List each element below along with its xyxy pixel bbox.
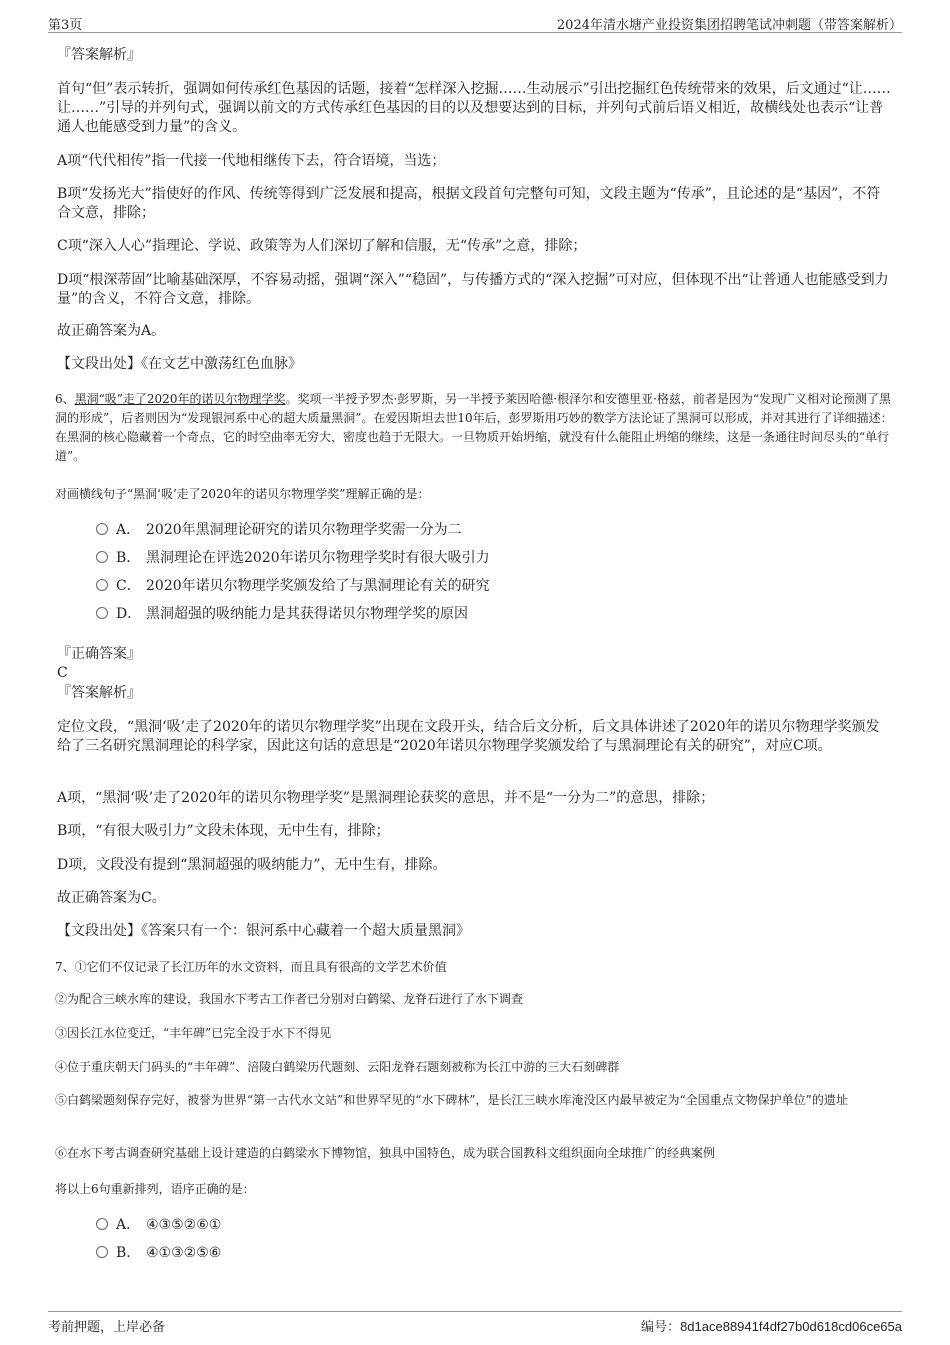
option-d-note: D项，文段没有提到“黑洞超强的吸纳能力”，无中生有，排除。 bbox=[57, 857, 447, 873]
page-header bbox=[48, 12, 902, 33]
radio-icon[interactable] bbox=[96, 1246, 108, 1258]
page-footer bbox=[48, 1311, 902, 1334]
conclusion: 故正确答案为A。 bbox=[57, 323, 166, 339]
serial-number: 编号：8d1ace88941f4df27b0d618cd06ce65a bbox=[641, 1319, 902, 1335]
source-citation: 【文段出处】《在文艺中激荡红色血脉》 bbox=[57, 356, 302, 372]
option-d[interactable]: D． 黑洞超强的吸纳能力是其获得诺贝尔物理学奖的原因 bbox=[96, 604, 468, 624]
option-a[interactable]: A． ④③⑤②⑥① bbox=[96, 1215, 221, 1235]
option-b-note: B项，“有很大吸引力”文段未体现，无中生有，排除； bbox=[57, 823, 390, 839]
option-a-note: A项，“黑洞‘吸’走了2020年的诺贝尔物理学奖”是黑洞理论获奖的意思，并不是“一分为二”的意思，排除； bbox=[57, 790, 715, 806]
passage-text: 。奖项一半授予罗杰·彭罗斯，另一半授予莱因哈德·根泽尔和安德里亚·格兹，前者是因为“发现广义相对论预测了黑洞的形成”，后者则因为“发现银河系中心的超大质量黑洞”。在爱因斯坦去世10年后，彭罗斯用巧妙的数学方法论证了黑洞可以形成，并对其进行了详细描述：在黑洞的核心隐藏着一个奇点，它的时空曲率无穷大，密度也趋于无限大。一旦物质开始坍缩，就没有什么能阻止坍缩的继续，这是一条通往时间尽头的“单行道”。 bbox=[55, 392, 893, 463]
option-b-note: B项“发扬光大”指使好的作风、传统等得到广泛发展和提高，根据文段首句完整句可知，文段主题为“传承”，且论述的是“基因”，不符合文意，排除； bbox=[57, 186, 881, 221]
question-number: 6、 bbox=[55, 392, 75, 406]
option-a[interactable]: A． 2020年黑洞理论研究的诺贝尔物理学奖需一分为二 bbox=[96, 520, 462, 540]
question-7-sentence-2: ②为配合三峡水库的建设，我国水下考古工作者已分别对白鹤梁、龙脊石进行了水下调查 bbox=[55, 992, 524, 1006]
analysis-heading: 『答案解析』 bbox=[57, 685, 141, 701]
question-6-prompt: 对画横线句子“黑洞‘吸’走了2020年的诺贝尔物理学奖”理解正确的是： bbox=[55, 487, 430, 501]
correct-answer-heading: 『正确答案』 bbox=[57, 646, 141, 662]
option-a-note: A项“代代相传”指一代接一代地相继传下去，符合语境，当选； bbox=[57, 153, 446, 169]
option-c[interactable]: C． 2020年诺贝尔物理学奖颁发给了与黑洞理论有关的研究 bbox=[96, 576, 490, 596]
footer-slogan: 考前押题，上岸必备 bbox=[48, 1320, 166, 1335]
option-d-note: D项“根深蒂固”比喻基础深厚，不容易动摇，强调“深入”“稳固”，与传播方式的“深入挖掘”可对应，但体现不出“让普通人也能感受到力量”的含义，不符合文意，排除。 bbox=[57, 272, 889, 307]
radio-icon[interactable] bbox=[96, 607, 108, 619]
radio-icon[interactable] bbox=[96, 551, 108, 563]
question-7-sentence-4: ④位于重庆朝天门码头的“丰年碑”、涪陵白鹤梁历代题刻、云阳龙脊石题刻被称为长江中游的三大石刻碑群 bbox=[55, 1060, 620, 1074]
option-b[interactable]: B． ④①③②⑤⑥ bbox=[96, 1243, 221, 1263]
analysis-text: 定位文段，“黑洞‘吸’走了2020年的诺贝尔物理学奖”出现在文段开头，结合后文分析，后文具体讲述了2020年的诺贝尔物理学奖颁发给了三名研究黑洞理论的科学家，因此这句话的意思是“2020年诺贝尔物理学奖颁发给了与黑洞理论有关的研究”，对应C项。 bbox=[57, 719, 880, 754]
question-7-sentence-1: 7、①它们不仅记录了长江历年的水文资料，而且具有很高的文学艺术价值 bbox=[55, 960, 447, 974]
question-number: 7、 bbox=[55, 960, 75, 974]
analysis-heading: 『答案解析』 bbox=[57, 47, 141, 63]
document-title: 2024年清水塘产业投资集团招聘笔试冲刺题（带答案解析） bbox=[556, 18, 902, 33]
page-number: 第3页 bbox=[48, 18, 83, 33]
underlined-sentence: 黑洞“吸”走了2020年的诺贝尔物理学奖 bbox=[74, 392, 286, 406]
question-7-prompt: 将以上6句重新排列，语序正确的是： bbox=[55, 1182, 255, 1196]
source-citation: 【文段出处】《答案只有一个：银河系中心藏着一个超大质量黑洞》 bbox=[57, 923, 470, 939]
analysis-text: 首句“但”表示转折，强调如何传承红色基因的话题，接着“怎样深入挖掘……生动展示”引出挖掘红色传统带来的效果，后文通过“让……让……”引导的并列句式，强调以前文的方式传承红色基因的目的以及想要达到的目标，并列句式前后语义相近，故横线处也表示“让普通人也能感受到力量”的含义。 bbox=[57, 81, 891, 135]
radio-icon[interactable] bbox=[96, 1218, 108, 1230]
correct-answer: C bbox=[57, 665, 68, 681]
question-7-sentence-5: ⑤白鹤梁题刻保存完好，被誉为世界“第一古代水文站”和世界罕见的“水下碑林”，是长江三峡水库淹没区内最早被定为“全国重点文物保护单位”的遗址 bbox=[55, 1093, 848, 1107]
conclusion: 故正确答案为C。 bbox=[57, 890, 166, 906]
option-c-note: C项“深入人心”指理论、学说、政策等为人们深切了解和信服，无“传承”之意，排除； bbox=[57, 238, 587, 254]
radio-icon[interactable] bbox=[96, 523, 108, 535]
question-6-passage bbox=[55, 390, 895, 466]
question-7-sentence-3: ③因长江水位变迁，“丰年碑”已完全没于水下不得见 bbox=[55, 1026, 332, 1040]
question-7-sentence-6: ⑥在水下考古调查研究基础上设计建造的白鹤梁水下博物馆，独具中国特色，成为联合国教科文组织面向全球推广的经典案例 bbox=[55, 1146, 716, 1160]
radio-icon[interactable] bbox=[96, 579, 108, 591]
option-b[interactable]: B． 黑洞理论在评选2020年诺贝尔物理学奖时有很大吸引力 bbox=[96, 548, 490, 568]
